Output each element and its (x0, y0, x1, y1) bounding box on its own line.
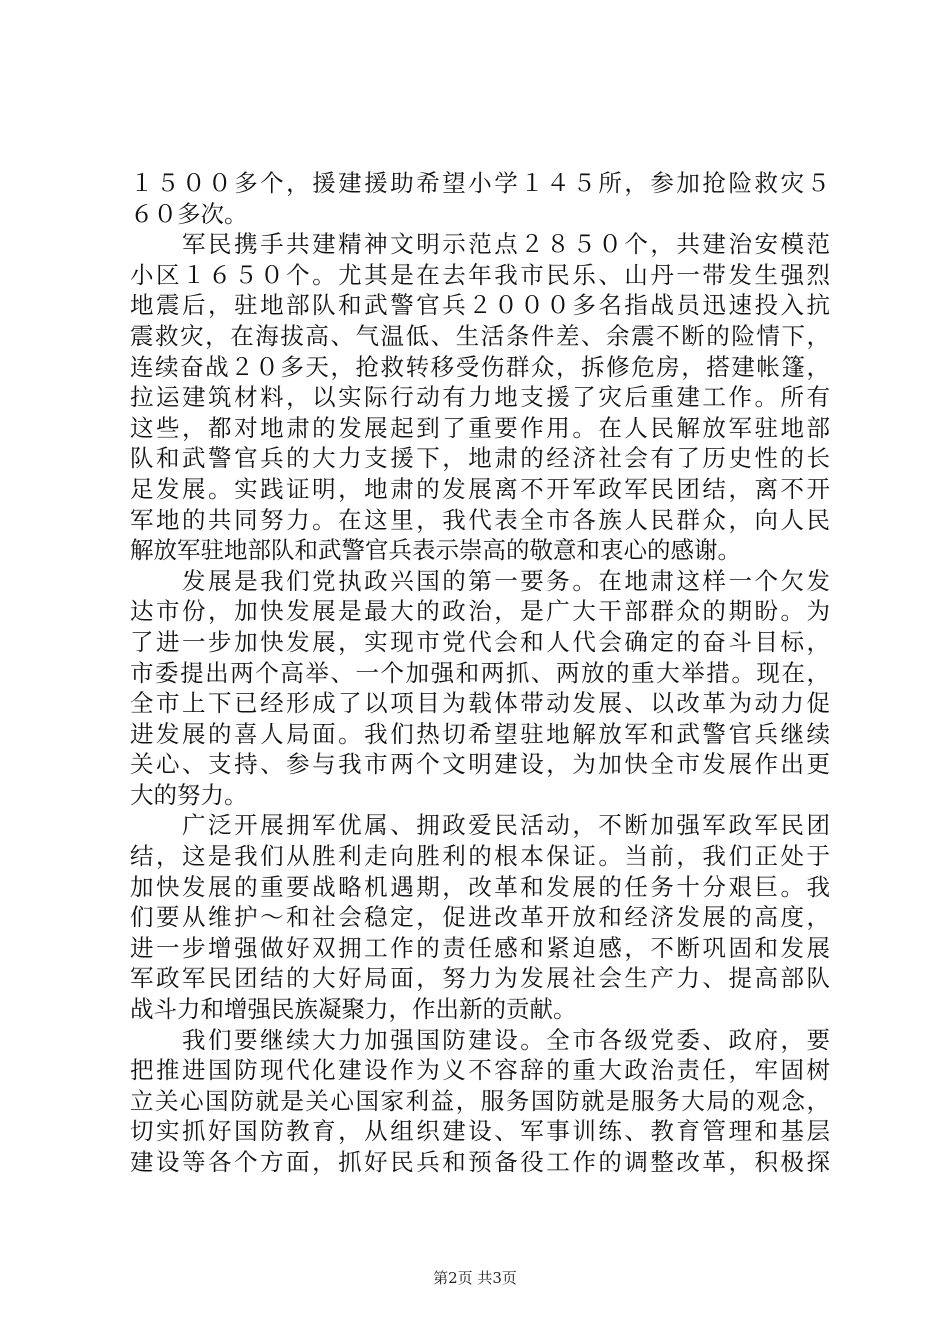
text-line: 地震后，驻地部队和武警官兵２０００多名指战员迅速投入抗 (130, 291, 830, 320)
text-line: 加快发展的重要战略机遇期，改革和发展的任务十分艰巨。我 (130, 872, 830, 901)
text-line: 队和武警官兵的大力支援下，地肃的经济社会有了历史性的长 (130, 444, 830, 473)
text-line: 军政军民团结的大好局面，努力为发展社会生产力、提高部队 (130, 964, 830, 993)
text-line: 军地的共同努力。在这里，我代表全市各族人民群众，向人民 (130, 505, 830, 534)
text-line: 市委提出两个高举、一个加强和两抓、两放的重大举措。现在， (130, 658, 830, 687)
text-line: 这些，都对地肃的发展起到了重要作用。在人民解放军驻地部 (130, 413, 830, 442)
text-line: 把推进国防现代化建设作为义不容辞的重大政治责任，牢固树 (130, 1056, 830, 1085)
text-line: 解放军驻地部队和武警官兵表示崇高的敬意和衷心的感谢。 (130, 536, 741, 565)
text-line: 进一步增强做好双拥工作的责任感和紧迫感，不断巩固和发展 (130, 933, 830, 962)
text-line: 小区１６５０个。尤其是在去年我市民乐、山丹一带发生强烈 (130, 260, 830, 289)
text-line: 震救灾，在海拔高、气温低、生活条件差、余震不断的险情下， (130, 321, 830, 350)
text-line: 进发展的喜人局面。我们热切希望驻地解放军和武警官兵继续 (130, 719, 830, 748)
text-line: 切实抓好国防教育，从组织建设、军事训练、教育管理和基层 (130, 1117, 830, 1146)
text-line: 发展是我们党执政兴国的第一要务。在地肃这样一个欠发 (130, 566, 830, 595)
text-line: 们要从维护～和社会稳定，促进改革开放和经济发展的高度， (130, 903, 830, 932)
text-line: 关心、支持、参与我市两个文明建设，为加快全市发展作出更 (130, 750, 830, 779)
text-line: 了进一步加快发展，实现市党代会和人代会确定的奋斗目标， (130, 627, 830, 656)
page-footer: 第2页 共3页 (433, 1269, 517, 1287)
text-line: 足发展。实践证明，地肃的发展离不开军政军民团结，离不开 (130, 474, 830, 503)
text-line: １５００多个，援建援助希望小学１４５所，参加抢险救灾５ (130, 169, 830, 197)
text-line: 我们要继续大力加强国防建设。全市各级党委、政府，要 (130, 1025, 830, 1054)
text-line: 连续奋战２０多天，抢救转移受伤群众，拆修危房，搭建帐篷， (130, 352, 830, 381)
text-line: 军民携手共建精神文明示范点２８５０个，共建治安模范 (130, 230, 830, 259)
text-line: 结，这是我们从胜利走向胜利的根本保证。当前，我们正处于 (130, 842, 830, 871)
text-line: 全市上下已经形成了以项目为载体带动发展、以改革为动力促 (130, 689, 830, 718)
text-line: 广泛开展拥军优属、拥政爱民活动，不断加强军政军民团 (130, 811, 830, 840)
text-line: 大的努力。 (130, 780, 248, 809)
text-line: 战斗力和增强民族凝聚力，作出新的贡献。 (130, 995, 577, 1024)
text-line: 拉运建筑材料，以实际行动有力地支援了灾后重建工作。所有 (130, 383, 830, 412)
text-line: 立关心国防就是关心国家利益，服务国防就是服务大局的观念， (130, 1086, 830, 1115)
text-line: ６０多次。 (130, 199, 248, 228)
text-line: 达市份，加快发展是最大的政治，是广大干部群众的期盼。为 (130, 597, 830, 626)
text-line: 建设等各个方面，抓好民兵和预备役工作的调整改革，积极探 (130, 1148, 830, 1176)
document-body (130, 168, 830, 1178)
